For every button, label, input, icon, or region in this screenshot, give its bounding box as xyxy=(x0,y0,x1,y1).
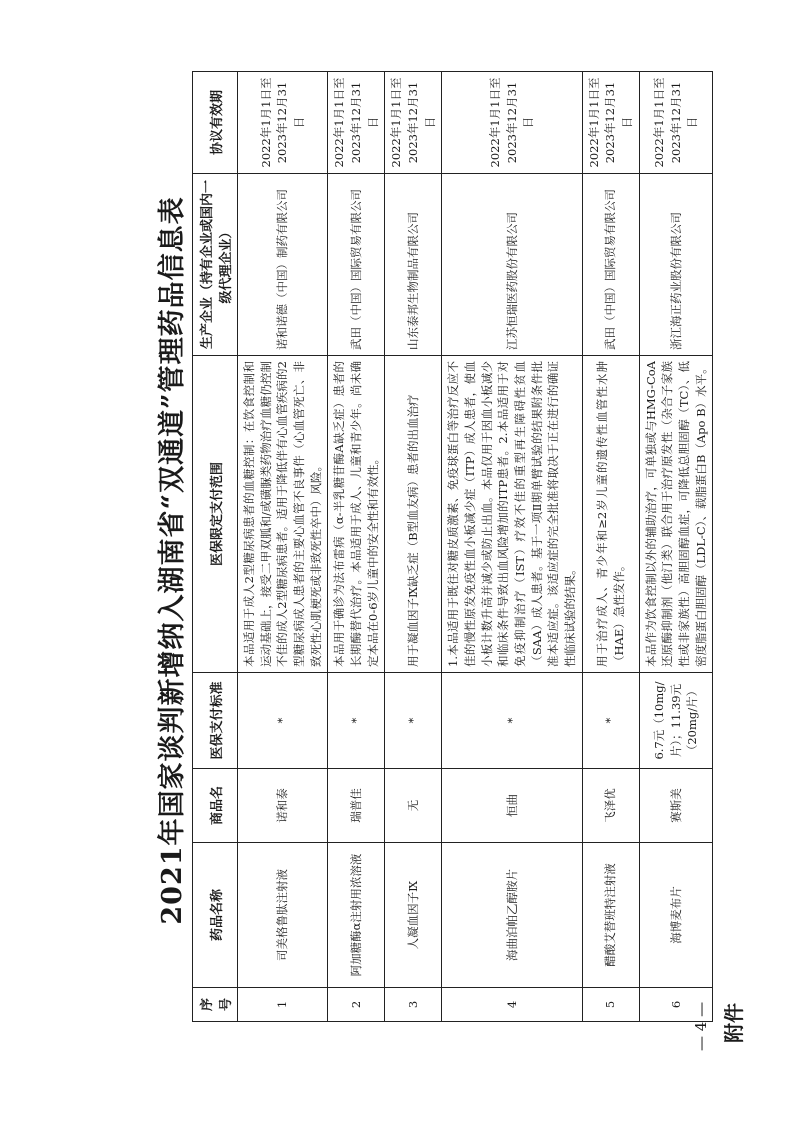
cell-drug: 醋酸艾替班特注射液 xyxy=(582,843,639,988)
cell-period: 2022年1月1日至2023年12月31日 xyxy=(639,72,713,174)
page-title: 2021年国家谈判新增纳入湖南省“双通道”管理药品信息表 xyxy=(157,196,188,925)
col-header-period: 协议有效期 xyxy=(193,72,238,174)
cell-brand: 诺和泰 xyxy=(238,769,328,843)
cell-drug: 海博麦布片 xyxy=(639,843,713,988)
cell-no: 1 xyxy=(238,988,328,1022)
cell-period: 2022年1月1日至2023年12月31日 xyxy=(582,72,639,174)
cell-brand: 无 xyxy=(385,769,442,843)
cell-company: 江苏恒瑞医药股份有限公司 xyxy=(442,174,582,356)
cell-company: 浙江海正药业股份有限公司 xyxy=(639,174,713,356)
cell-brand: 飞泽优 xyxy=(582,769,639,843)
cell-brand: 恒曲 xyxy=(442,769,582,843)
cell-price: * xyxy=(328,673,385,769)
table-row xyxy=(238,72,328,1022)
table-row xyxy=(582,72,639,1022)
cell-period: 2022年1月1日至2023年12月31日 xyxy=(328,72,385,174)
cell-drug: 海曲泊帕乙醇胺片 xyxy=(442,843,582,988)
drug-info-table xyxy=(192,71,713,1022)
cell-range: 本品适用于成人2型糖尿病患者的血糖控制：在饮食控制和运动基础上，接受二甲双胍和/或磺脲类药物治疗血糖仍控制不佳的成人2型糖尿病患者。适用于降低伴有心血管疾病的2型糖尿病成人患者的主要心血管不良事件（心血管死亡、非致死性心肌梗死或非致死性卒中）风险。 xyxy=(238,356,328,673)
col-header-range: 医保限定支付范围 xyxy=(193,356,238,673)
page-number: — 4 — xyxy=(692,1001,710,1051)
attachment-label: 附件 xyxy=(722,1003,746,1043)
cell-price: 6.7元（10mg/片）；11.39元（20mg/片） xyxy=(639,673,713,769)
col-header-price: 医保支付标准 xyxy=(193,673,238,769)
col-header-brand: 商品名 xyxy=(193,769,238,843)
cell-price: * xyxy=(238,673,328,769)
col-header-drug: 药品名称 xyxy=(193,843,238,988)
cell-brand: 瑞普佳 xyxy=(328,769,385,843)
cell-drug: 人凝血因子Ⅸ xyxy=(385,843,442,988)
cell-no: 4 xyxy=(442,988,582,1022)
table-row xyxy=(442,72,582,1022)
col-header-company: 生产企业（持有企业或国内一级代理企业） xyxy=(193,174,238,356)
cell-range: 本品用于确诊为法布雷病（α-半乳糖苷酶A缺乏症）患者的长期酶替代治疗。本品适用于成人、儿童和青少年。尚未确定本品在0-6岁儿童中的安全性和有效性。 xyxy=(328,356,385,673)
cell-no: 3 xyxy=(385,988,442,1022)
col-header-no: 序号 xyxy=(193,988,238,1022)
table-header-row xyxy=(193,72,238,1022)
cell-period: 2022年1月1日至2023年12月31日 xyxy=(238,72,328,174)
cell-company: 武田（中国）国际贸易有限公司 xyxy=(582,174,639,356)
cell-no: 5 xyxy=(582,988,639,1022)
cell-brand: 赛斯美 xyxy=(639,769,713,843)
cell-drug: 阿加糖酶α注射用浓溶液 xyxy=(328,843,385,988)
cell-company: 武田（中国）国际贸易有限公司 xyxy=(328,174,385,356)
cell-range: 1.本品适用于既往对糖皮质激素、免疫球蛋白等治疗反应不佳的慢性原发免疫性血小板减少症（ITP）成人患者，使血小板计数升高并减少或防止出血。本品仅用于因血小板减少和临床条件导致出血风险增加的ITP患者。2.本品适用于对免疫抑制治疗（IST）疗效不佳的重型再生障碍性贫血（SAA）成人患者。基于一项Ⅱ期单臂试验的结果附条件批准本适应症。该适应症的完全批准将取决于正在进行的确证性临床试验的结果。 xyxy=(442,356,582,673)
cell-period: 2022年1月1日至2023年12月31日 xyxy=(442,72,582,174)
cell-drug: 司美格鲁肽注射液 xyxy=(238,843,328,988)
cell-price: * xyxy=(385,673,442,769)
table-row xyxy=(328,72,385,1022)
cell-price: * xyxy=(582,673,639,769)
cell-range: 用于凝血因子Ⅸ缺乏症（B型血友病）患者的出血治疗 xyxy=(385,356,442,673)
cell-range: 本品作为饮食控制以外的辅助治疗，可单独或与HMG-CoA还原酶抑制剂（他汀类）联合用于治疗原发性（杂合子家族性或非家族性）高胆固醇血症，可降低总胆固醇（TC）、低密度脂蛋白胆固醇（LDL-C）、载脂蛋白B（Apo B）水平。 xyxy=(639,356,713,673)
cell-no: 2 xyxy=(328,988,385,1022)
cell-price: * xyxy=(442,673,582,769)
table-row xyxy=(639,72,713,1022)
cell-company: 诺和诺德（中国）制药有限公司 xyxy=(238,174,328,356)
table-row xyxy=(385,72,442,1022)
cell-period: 2022年1月1日至2023年12月31日 xyxy=(385,72,442,174)
cell-range: 用于治疗成人、青少年和≥2岁儿童的遗传性血管性水肿（HAE）急性发作。 xyxy=(582,356,639,673)
cell-company: 山东泰邦生物制品有限公司 xyxy=(385,174,442,356)
cell-no: 6 xyxy=(639,988,713,1022)
